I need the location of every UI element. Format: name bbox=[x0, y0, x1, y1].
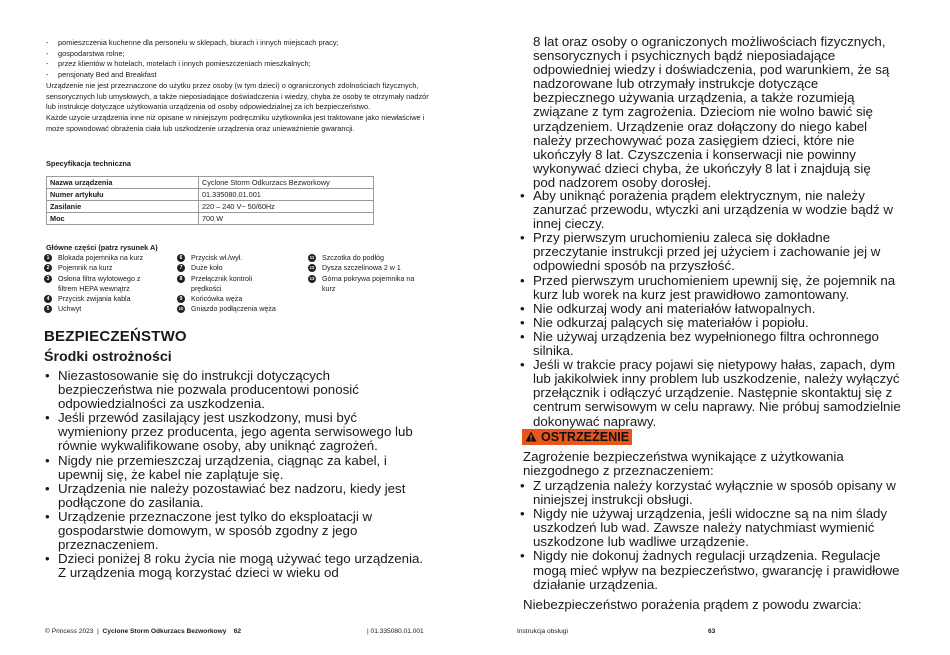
part-item bbox=[44, 253, 174, 263]
part-item bbox=[177, 294, 307, 304]
list-item: • Z urządzenia należy korzystać wyłącznie w sposób opisany w niniejszej instrukcji obsługi. bbox=[520, 479, 910, 507]
list-item: - gospodarstwa rolne; bbox=[46, 49, 436, 60]
number-badge: 12 bbox=[309, 265, 315, 271]
list-item: • Dzieci poniżej 8 roku życia nie mogą używać tego urządzenia. Z urządzenia mogą korzystać dzieci w wieku od bbox=[45, 552, 427, 580]
part-item bbox=[44, 304, 174, 314]
part-label: Duże koło bbox=[191, 264, 223, 273]
right-page bbox=[475, 0, 950, 655]
part-label: Blokada pojemnika na kurz bbox=[58, 254, 144, 262]
safety-heading: BEZPIECZEŃSTWO bbox=[44, 328, 187, 345]
table-row bbox=[47, 189, 374, 201]
continuation-paragraph: 8 lat oraz osoby o ograniczonych możliwościach fizycznych, sensorycznych i psychicznych bądź nieposiadające odpowiedniej wiedzy i doświadczenia, pod warunkiem, że są nadzorowane lub otrzymały instrukcje dotyczące bezpiecznego używania urządzenia, a także rozumieją związane z tym zagrożenia. Dzieciom nie wolno bawić się urządzeniem. Urządzenie oraz dołączony do niego kabel należy przechowywać poza zasięgiem dzieci, które nie ukończyły 8 lat. Czyszczenia i konserwacji nie powinny wykonywać dzieci chyba, że ukończyły 8 lat i znajdują się pod nadzorem osoby dorosłej. bbox=[533, 34, 890, 190]
part-item bbox=[177, 274, 307, 295]
part-item bbox=[308, 253, 424, 263]
manual-title: Instrukcja obsługi bbox=[517, 628, 568, 635]
part-label: Uchwyt bbox=[58, 305, 82, 314]
list-item: • Nigdy nie dokonuj żadnych regulacji urządzenia. Regulacje mogą mieć wpływ na bezpieczeństwo, gwarancję i prawidłowe działanie urządzenia. bbox=[520, 549, 910, 591]
list-item: - przez klientów w hotelach, motelach i innych pomieszczeniach mieszkalnych; bbox=[46, 59, 436, 70]
spec-key: Moc bbox=[47, 213, 199, 225]
usage-locations-list bbox=[46, 38, 436, 81]
misuse-paragraph: Każde użycie urządzenia inne niż opisane w niniejszym podręczniku użytkownika jest traktowane jako niewłaściwe i może spowodować obrażenia ciała lub uszkodzenie urządzenia oraz unieważnienie gwarancji. bbox=[46, 112, 425, 133]
spec-key: Zasilanie bbox=[47, 201, 199, 213]
list-item: • Jeśli w trakcie pracy pojawi się nietypowy hałas, zapach, dym lub jakikolwiek inny problem lub uszkodzenie, należy wyłączyć przełącznik i odłączyć urządzenie. Następnie skontaktuj się z centrum serwisowym w celu naprawy. Nie próbuj samodzielnie dokonywać naprawy. bbox=[520, 358, 908, 428]
number-badge: 1 bbox=[44, 254, 52, 262]
number-badge: 7 bbox=[177, 264, 185, 272]
article-number: | 01.335080.01.001 bbox=[367, 628, 424, 635]
part-item bbox=[308, 263, 424, 273]
spec-table bbox=[46, 176, 374, 225]
part-label: Dysza szczelinowa 2 w 1 bbox=[322, 264, 401, 273]
safety-list bbox=[520, 189, 908, 429]
page-number: 62 bbox=[233, 628, 242, 635]
list-item: • Nigdy nie używaj urządzenia, jeśli widoczne są na nim ślady uszkodzeń lub wad. Zawsze należy natychmiast wymienić uszkodzone lub wadliwe urządzenie. bbox=[520, 507, 910, 549]
copyright: © Princess 2023 bbox=[45, 628, 94, 635]
list-item: • Przy pierwszym uruchomieniu zaleca się dokładne przeczytanie instrukcji przed jej użyciem i zachowanie jej w odpowiedni sposób na przyszłość. bbox=[520, 231, 908, 273]
number-badge: 10 bbox=[178, 306, 184, 312]
number-badge: 6 bbox=[177, 254, 185, 262]
warning-label bbox=[522, 429, 632, 445]
warning-triangle-icon bbox=[525, 431, 537, 442]
part-item bbox=[177, 304, 307, 314]
part-item bbox=[177, 253, 307, 263]
list-item: • Nigdy nie przemieszczaj urządzenia, ciągnąc za kabel, i upewnij się, że kabel nie zaplątuje się. bbox=[45, 454, 427, 482]
warning-text: OSTRZEŻENIE bbox=[541, 430, 630, 444]
spec-key: Numer artykułu bbox=[47, 189, 199, 201]
spec-value: 700 W bbox=[199, 213, 374, 225]
number-badge: 5 bbox=[44, 305, 52, 313]
part-label: Przycisk zwijania kabla bbox=[58, 295, 131, 304]
part-label: Końcówka węża bbox=[191, 295, 243, 304]
product-name: Cyclone Storm Odkurzacs Bezworkowy bbox=[102, 628, 227, 635]
list-item: • Urządzenia nie należy pozostawiać bez nadzoru, kiedy jest podłączone do zasilania. bbox=[45, 482, 427, 510]
spec-value: Cyclone Storm Odkurzacs Bezworkowy bbox=[199, 177, 374, 189]
number-badge: 8 bbox=[177, 275, 185, 283]
part-label: Osłona filtra wylotowego z filtrem HEPA wewnątrz bbox=[58, 274, 141, 293]
intro-paragraph: Urządzenie nie jest przeznaczone do użytku przez osoby (w tym dzieci) o ograniczonych zdolnościach fizycznych, sensorycznych lub umysłowych, a także nieposiadające doświadczenia i wiedzy, chyba że osoby te otrzymały nadzór lub instrukcje dotyczące użytkowania urządzenia od osoby odpowiedzialnej za ich bezpieczeństwo. bbox=[46, 80, 429, 112]
warning-intro: Zagrożenie bezpieczeństwa wynikające z użytkowania niezgodnego z przeznaczeniem: bbox=[523, 449, 844, 479]
list-item: • Przed pierwszym uruchomieniem upewnij się, że pojemnik na kurz lub worek na kurz jest prawidłowo zamontowany. bbox=[520, 274, 908, 302]
spec-title: Specyfikacja techniczna bbox=[46, 159, 132, 168]
page-number: 63 bbox=[708, 628, 716, 635]
warning-list bbox=[520, 479, 910, 592]
list-item: • Aby uniknąć porażenia prądem elektrycznym, nie należy zanurzać przewodu, wtyczki ani urządzenia w wodzie bądź w innej cieczy. bbox=[520, 189, 908, 231]
list-item: - pomieszczenia kuchenne dla personelu w sklepach, biurach i innych miejscach pracy; bbox=[46, 38, 436, 49]
part-label: Przełącznik kontroli prędkości bbox=[191, 274, 253, 293]
spec-key: Nazwa urządzenia bbox=[47, 177, 199, 189]
list-item: • Nie odkurzaj wody ani materiałów łatwopalnych. bbox=[520, 302, 908, 316]
part-item bbox=[44, 263, 174, 273]
list-item: • Nie odkurzaj palących się materiałów i popiołu. bbox=[520, 316, 908, 330]
part-label: Przycisk wł./wył. bbox=[191, 254, 243, 262]
list-item: • Nie używaj urządzenia bez wypełnionego filtra ochronnego silnika. bbox=[520, 330, 908, 358]
parts-column-1 bbox=[44, 253, 174, 315]
table-row bbox=[47, 201, 374, 213]
precautions-heading: Środki ostrożności bbox=[44, 349, 172, 365]
number-badge: 2 bbox=[44, 264, 52, 272]
shock-heading: Niebezpieczeństwo porażenia prądem z powodu zwarcia: bbox=[523, 597, 862, 612]
part-item bbox=[177, 263, 307, 273]
part-label: Gniazdo podłączenia węża bbox=[191, 305, 276, 314]
part-item bbox=[44, 294, 174, 304]
part-label: Górna pokrywa pojemnika na kurz bbox=[322, 274, 415, 293]
part-label: Szczotka do podłóg bbox=[322, 254, 384, 262]
parts-column-3 bbox=[308, 253, 424, 294]
number-badge: 13 bbox=[309, 275, 315, 281]
spec-value: 01.335080.01.001 bbox=[199, 189, 374, 201]
parts-column-2 bbox=[177, 253, 307, 315]
precautions-list bbox=[45, 369, 427, 580]
part-item bbox=[44, 274, 174, 295]
list-item: - pensjonaty Bed and Breakfast bbox=[46, 70, 436, 81]
spec-value: 220 – 240 V~ 50/60Hz bbox=[199, 201, 374, 213]
number-badge: 11 bbox=[309, 255, 315, 260]
part-item bbox=[308, 274, 424, 295]
table-row bbox=[47, 213, 374, 225]
table-row bbox=[47, 177, 374, 189]
list-item: • Jeśli przewód zasilający jest uszkodzony, musi być wymieniony przez producenta, jego agenta serwisowego lub równie wykwalifikowane osoby, aby uniknąć zagrożeń. bbox=[45, 411, 427, 453]
list-item: • Urządzenie przeznaczone jest tylko do eksploatacji w gospodarstwie domowym, w sposób zgodny z jego przeznaczeniem. bbox=[45, 510, 427, 552]
number-badge: 4 bbox=[44, 295, 52, 303]
part-label: Pojemnik na kurz bbox=[58, 264, 113, 273]
number-badge: 3 bbox=[44, 275, 52, 283]
list-item: • Niezastosowanie się do instrukcji dotyczących bezpieczeństwa nie pozwala producentowi ponosić odpowiedzialności za uszkodzenia. bbox=[45, 369, 427, 411]
parts-title: Główne części (patrz rysunek A) bbox=[46, 243, 158, 252]
number-badge: 9 bbox=[177, 295, 185, 303]
left-footer: © Princess 2023 | Cyclone Storm Odkurzacs Bezworkowy 62 bbox=[45, 628, 242, 635]
